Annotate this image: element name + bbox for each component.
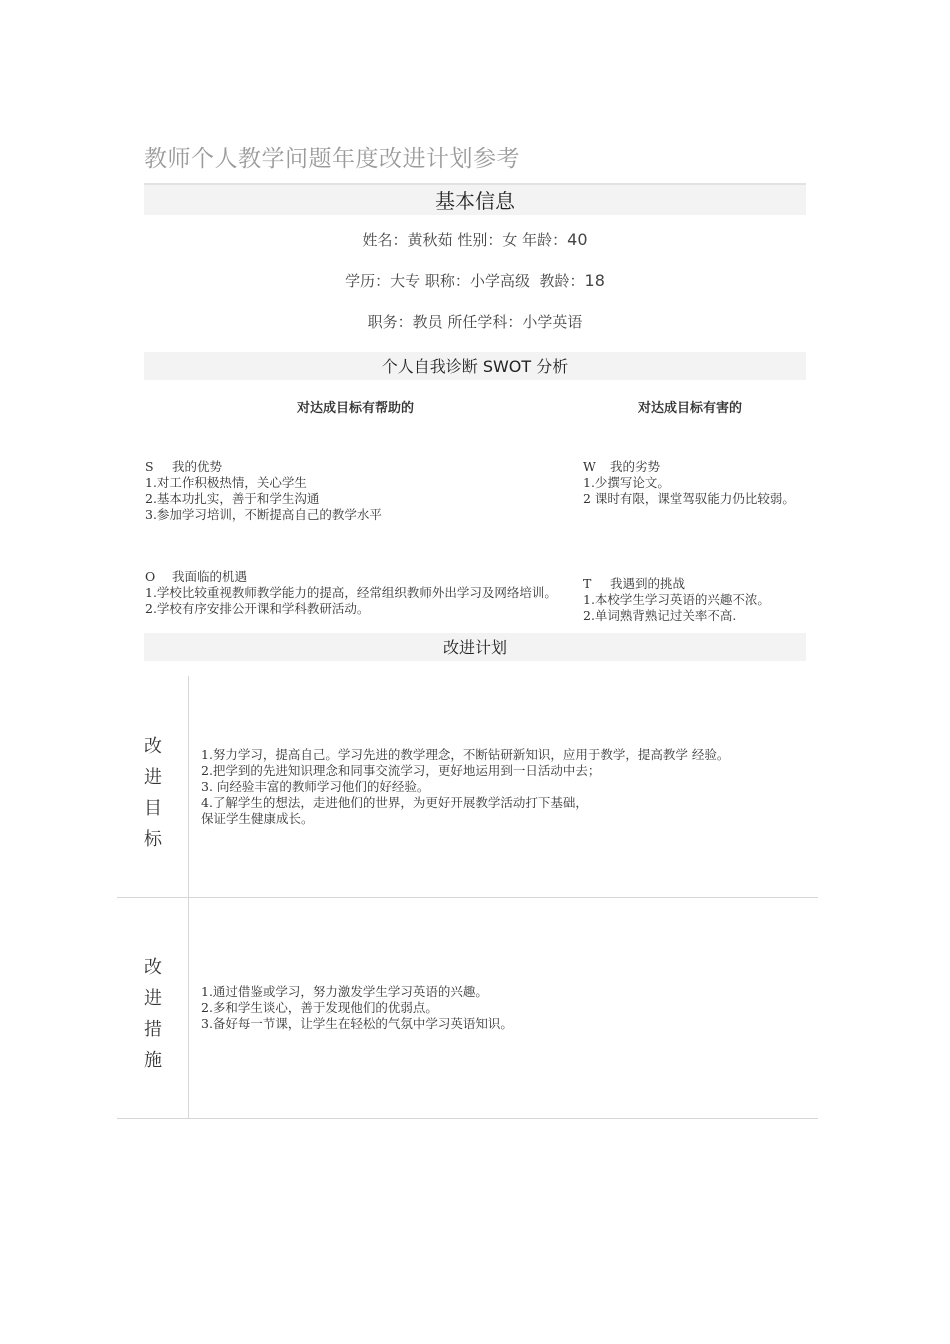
strengths-item: 3.参加学习培训，不断提高自己的教学水平 [145, 507, 382, 522]
plan-row-measures [117, 898, 818, 1119]
opportunities-item: 2.学校有序安排公开课和学科教研活动。 [145, 601, 370, 616]
strengths-item: 1.对工作积极热情，关心学生 [145, 475, 307, 490]
threats-title: 我遇到的挑战 [610, 576, 686, 591]
opportunities-title: 我面临的机遇 [172, 569, 248, 584]
document-title: 教师个人教学问题年度改进计划参考 [144, 146, 520, 172]
weaknesses-title-row [583, 459, 805, 475]
column-header-helpful: 对达成目标有帮助的 [297, 401, 415, 416]
info-line-personal [144, 229, 806, 250]
measures-content [201, 984, 813, 1032]
info-line-position [144, 311, 806, 332]
position-label: 职务： [367, 313, 413, 331]
info-line-career [144, 270, 806, 291]
position-value: 教员 [412, 313, 443, 331]
name-label: 姓名： [362, 231, 408, 249]
strengths-letter: S [145, 459, 154, 474]
threats-letter: T [583, 576, 592, 591]
education-value: 大专 [390, 272, 421, 290]
goals-label: 改 进 目 标 [144, 736, 162, 850]
basic-info-heading: 基本信息 [144, 183, 806, 215]
teaching-years-label: 教龄： [539, 272, 585, 290]
opportunities-letter: O [145, 569, 156, 584]
subject-value: 小学英语 [522, 313, 583, 331]
swot-opportunities [145, 569, 585, 617]
opportunities-title-row [145, 569, 585, 585]
swot-weaknesses [583, 459, 805, 507]
swot-heading: 个人自我诊断 SWOT 分析 [144, 352, 806, 380]
goals-line: 3. 向经验丰富的教师学习他们的好经验。 [201, 779, 430, 794]
measures-label: 改 进 措 施 [144, 957, 162, 1071]
gender-value: 女 [502, 231, 518, 249]
age-value: 40 [567, 230, 588, 249]
plan-row-goals [117, 676, 818, 898]
weaknesses-letter: W [583, 459, 596, 474]
swot-threats [583, 576, 813, 624]
plan-heading: 改进计划 [144, 633, 806, 661]
column-header-harmful: 对达成目标有害的 [638, 401, 743, 416]
opportunities-item: 1.学校比较重视教师教学能力的提高，经常组织教师外出学习及网络培训。 [145, 585, 557, 600]
threats-item: 2.单词熟背熟记过关率不高. [583, 608, 737, 623]
goals-content [201, 747, 813, 827]
weaknesses-item: 2 课时有限，课堂驾驭能力仍比较弱。 [583, 491, 795, 506]
goals-line: 4.了解学生的想法，走进他们的世界，为更好开展教学活动打下基础， [201, 795, 588, 810]
education-label: 学历： [345, 272, 391, 290]
goals-line: 保证学生健康成长。 [201, 811, 314, 826]
title-label: 职称： [424, 272, 470, 290]
name-value: 黄秋茹 [407, 231, 453, 249]
gender-label: 性别： [457, 231, 503, 249]
measures-line: 1.通过借鉴或学习，努力激发学生学习英语的兴趣。 [201, 984, 488, 999]
measures-line: 3.备好每一节课，让学生在轻松的气氛中学习英语知识。 [201, 1016, 513, 1031]
strengths-title: 我的优势 [172, 459, 223, 474]
measures-line: 2.多和学生谈心，善于发现他们的优弱点。 [201, 1000, 438, 1015]
goals-line: 1.努力学习，提高自己。学习先进的教学理念，不断钻研新知识，应用于教学，提高教学 经验。 [201, 747, 730, 762]
column-divider [188, 898, 189, 1118]
row-separator [117, 897, 818, 898]
goals-line: 2.把学到的先进知识理念和同事交流学习，更好地运用到一日活动中去； [201, 763, 601, 778]
strengths-item: 2.基本功扎实，善于和学生沟通 [145, 491, 320, 506]
threats-item: 1.本校学生学习英语的兴趣不浓。 [583, 592, 770, 607]
weaknesses-title: 我的劣势 [610, 459, 661, 474]
weaknesses-item: 1.少撰写论文。 [583, 475, 670, 490]
subject-label: 所任学科： [447, 313, 523, 331]
strengths-title-row [145, 459, 575, 475]
swot-strengths [145, 459, 575, 523]
age-label: 年龄： [522, 231, 568, 249]
title-value: 小学高级 [469, 272, 530, 290]
column-divider [188, 676, 189, 897]
teaching-years-value: 18 [584, 271, 605, 290]
threats-title-row [583, 576, 813, 592]
